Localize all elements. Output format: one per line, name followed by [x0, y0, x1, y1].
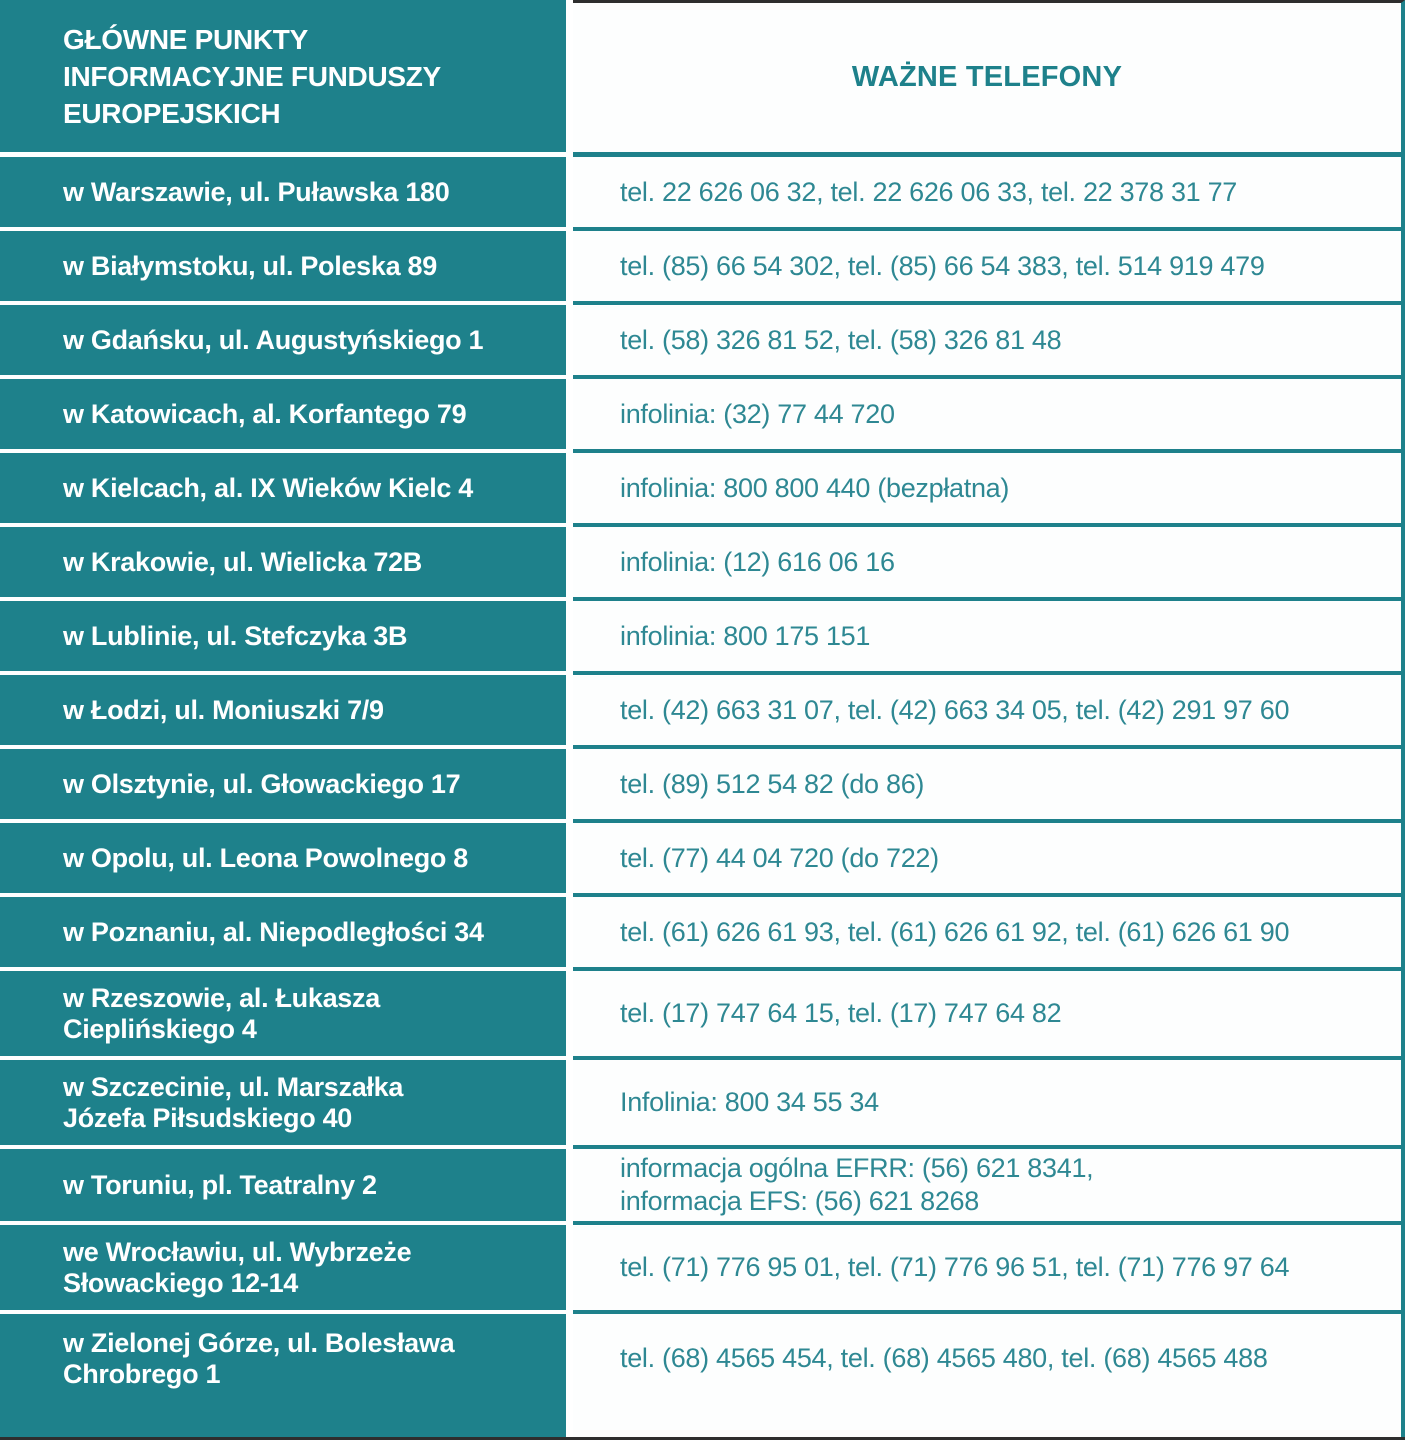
text-line: EUROPEJSKICH	[63, 97, 281, 129]
table-row	[0, 231, 1405, 305]
column-divider	[566, 379, 573, 453]
table-row	[0, 379, 1405, 453]
text-line: w Zielonej Górze, ul. Bolesława	[63, 1327, 455, 1358]
location-cell	[0, 1060, 566, 1149]
table-row	[0, 971, 1405, 1060]
text-line: Chrobrego 1	[63, 1358, 221, 1389]
location-cell	[0, 379, 566, 453]
text-line: Słowackiego 12-14	[63, 1267, 299, 1298]
text-line: w Łodzi, ul. Moniuszki 7/9	[63, 694, 384, 725]
text-line: w Opolu, ul. Leona Powolnego 8	[63, 842, 469, 873]
column-divider	[566, 527, 573, 601]
text-line: Infolinia: 800 34 55 34	[620, 1087, 879, 1117]
text-line: informacja ogólna EFRR: (56) 621 8341,	[620, 1153, 1094, 1183]
header-left-title	[0, 0, 566, 157]
phones-cell	[573, 1060, 1405, 1149]
column-divider	[566, 305, 573, 379]
header-right-title: WAŻNE TELEFONY	[851, 61, 1123, 93]
text-line: w Warszawie, ul. Puławska 180	[63, 176, 450, 207]
text-line: GŁÓWNE PUNKTY	[63, 23, 308, 55]
column-divider	[566, 1060, 573, 1149]
text-line: infolinia: (12) 616 06 16	[620, 546, 895, 577]
phones-cell	[573, 1149, 1405, 1225]
phones-cell	[573, 971, 1405, 1060]
column-divider	[566, 1225, 573, 1314]
text-line: we Wrocławiu, ul. Wybrzeże	[63, 1236, 412, 1267]
column-divider	[566, 971, 573, 1060]
text-line: tel. (71) 776 95 01, tel. (71) 776 96 51, tel. (71) 776 97 64	[620, 1252, 1290, 1282]
phones-cell	[573, 157, 1405, 231]
phones-cell	[573, 231, 1405, 305]
location-cell	[0, 1149, 566, 1225]
text-line: informacja EFS: (56) 621 8268	[620, 1186, 979, 1216]
text-line: w Olsztynie, ul. Głowackiego 17	[63, 768, 461, 799]
table-row	[0, 157, 1405, 231]
phones-cell	[573, 675, 1405, 749]
table-row	[0, 1225, 1405, 1314]
location-cell	[0, 231, 566, 305]
phones-cell	[573, 453, 1405, 527]
text-line: w Lublinie, ul. Stefczyka 3B	[63, 620, 408, 651]
header-right-cell	[573, 0, 1405, 157]
column-divider	[566, 231, 573, 305]
text-line: tel. (85) 66 54 302, tel. (85) 66 54 383, tel. 514 919 479	[620, 250, 1265, 281]
phones-cell	[573, 601, 1405, 675]
text-line: tel. (58) 326 81 52, tel. (58) 326 81 48	[620, 324, 1062, 355]
text-line: w Rzeszowie, al. Łukasza	[63, 982, 380, 1013]
location-cell	[0, 749, 566, 823]
column-divider	[566, 601, 573, 675]
table-row	[0, 897, 1405, 971]
text-line: w Gdańsku, ul. Augustyńskiego 1	[63, 324, 484, 355]
text-line: Józefa Piłsudskiego 40	[63, 1102, 353, 1133]
table-row	[0, 1060, 1405, 1149]
location-cell	[0, 305, 566, 379]
table-row	[0, 453, 1405, 527]
text-line: tel. 22 626 06 32, tel. 22 626 06 33, tel. 22 378 31 77	[620, 176, 1238, 207]
column-divider	[566, 675, 573, 749]
phones-cell	[573, 1314, 1405, 1437]
table-row	[0, 305, 1405, 379]
table-row	[0, 1149, 1405, 1225]
phones-cell	[573, 749, 1405, 823]
text-line: w Katowicach, al. Korfantego 79	[63, 398, 467, 429]
text-line: tel. (77) 44 04 720 (do 722)	[620, 842, 939, 873]
text-line: w Kielcach, al. IX Wieków Kielc 4	[63, 472, 474, 503]
location-cell	[0, 1314, 566, 1437]
column-divider	[566, 0, 573, 157]
phones-cell	[573, 823, 1405, 897]
column-divider	[566, 749, 573, 823]
phones-cell	[573, 897, 1405, 971]
phones-cell	[573, 379, 1405, 453]
table-row	[0, 527, 1405, 601]
text-line: infolinia: (32) 77 44 720	[620, 398, 895, 429]
text-line: INFORMACYJNE FUNDUSZY	[63, 60, 441, 92]
text-line: infolinia: 800 175 151	[620, 620, 871, 651]
location-cell	[0, 897, 566, 971]
header-row	[0, 0, 1405, 157]
phones-cell	[573, 1225, 1405, 1314]
column-divider	[566, 453, 573, 527]
location-cell	[0, 823, 566, 897]
location-cell	[0, 1225, 566, 1314]
text-line: w Białymstoku, ul. Poleska 89	[63, 250, 437, 281]
table-row	[0, 675, 1405, 749]
column-divider	[566, 897, 573, 971]
text-line: tel. (17) 747 64 15, tel. (17) 747 64 82	[620, 998, 1062, 1028]
table-row	[0, 749, 1405, 823]
table-row	[0, 1314, 1405, 1437]
text-line: tel. (61) 626 61 93, tel. (61) 626 61 92, tel. (61) 626 61 90	[620, 916, 1290, 947]
text-line: w Szczecinie, ul. Marszałka	[63, 1071, 404, 1102]
location-cell	[0, 527, 566, 601]
column-divider	[566, 1314, 573, 1437]
text-line: w Poznaniu, al. Niepodległości 34	[63, 916, 484, 947]
table-row	[0, 601, 1405, 675]
column-divider	[566, 1149, 573, 1225]
text-line: w Krakowie, ul. Wielicka 72B	[63, 546, 423, 577]
text-line: w Toruniu, pl. Teatralny 2	[63, 1169, 377, 1200]
location-cell	[0, 971, 566, 1060]
text-line: tel. (68) 4565 454, tel. (68) 4565 480, tel. (68) 4565 488	[620, 1343, 1268, 1373]
phones-cell	[573, 305, 1405, 379]
location-cell	[0, 675, 566, 749]
text-line: Cieplińskiego 4	[63, 1013, 257, 1044]
table-row	[0, 823, 1405, 897]
text-line: tel. (42) 663 31 07, tel. (42) 663 34 05, tel. (42) 291 97 60	[620, 694, 1290, 725]
column-divider	[566, 823, 573, 897]
column-divider	[566, 157, 573, 231]
location-cell	[0, 601, 566, 675]
text-line: tel. (89) 512 54 82 (do 86)	[620, 768, 925, 799]
location-cell	[0, 453, 566, 527]
location-cell	[0, 157, 566, 231]
text-line: infolinia: 800 800 440 (bezpłatna)	[620, 472, 1010, 503]
phones-cell	[573, 527, 1405, 601]
